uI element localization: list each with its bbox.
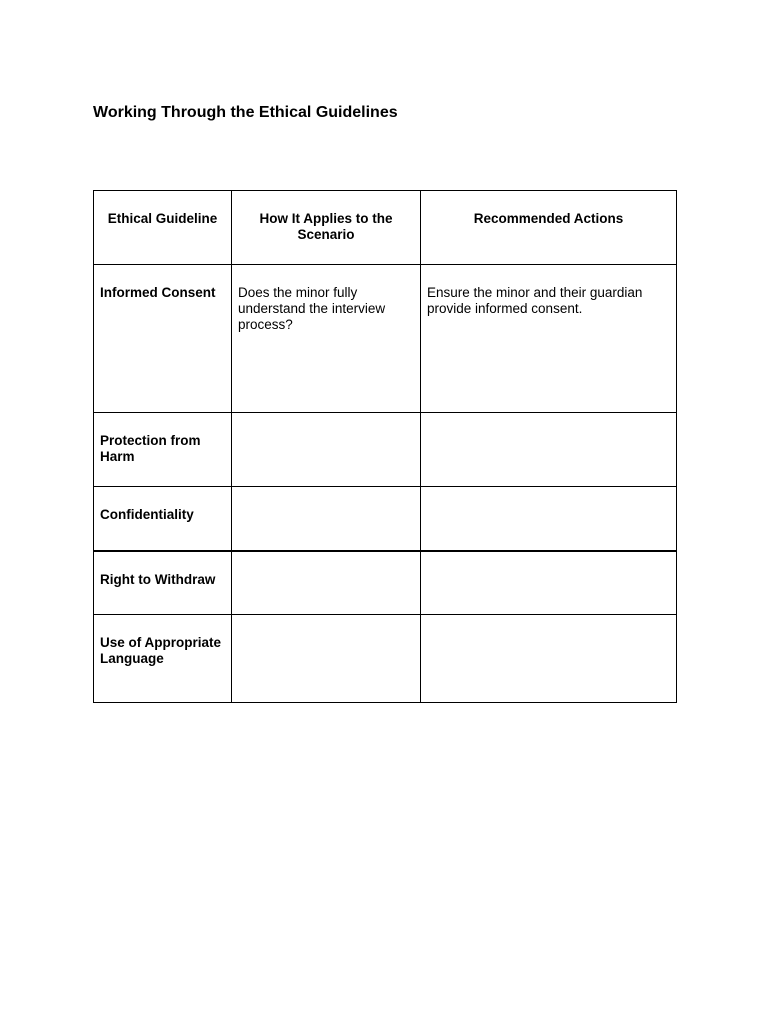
applies-cell[interactable]: [232, 551, 421, 615]
actions-cell[interactable]: Ensure the minor and their guardian provide informed consent.: [421, 265, 677, 413]
guideline-cell: Use of Appropriate Language: [94, 615, 232, 703]
guideline-cell: Right to Withdraw: [94, 551, 232, 615]
applies-cell[interactable]: [232, 487, 421, 551]
guideline-cell: Protection from Harm: [94, 413, 232, 487]
table-row: [94, 487, 677, 551]
ethical-guidelines-table: [93, 190, 677, 703]
actions-cell[interactable]: [421, 413, 677, 487]
applies-cell[interactable]: Does the minor fully understand the interview process?: [232, 265, 421, 413]
applies-cell[interactable]: [232, 615, 421, 703]
table-header-row: [94, 191, 677, 265]
table-row: [94, 615, 677, 703]
header-how-it-applies: How It Applies to the Scenario: [232, 191, 421, 265]
table-row: [94, 413, 677, 487]
table-row: [94, 265, 677, 413]
actions-cell[interactable]: [421, 487, 677, 551]
guideline-cell: Confidentiality: [94, 487, 232, 551]
header-recommended-actions: Recommended Actions: [421, 191, 677, 265]
actions-cell[interactable]: [421, 615, 677, 703]
table-row: [94, 551, 677, 615]
header-ethical-guideline: Ethical Guideline: [94, 191, 232, 265]
actions-cell[interactable]: [421, 551, 677, 615]
document-title: Working Through the Ethical Guidelines: [93, 104, 398, 121]
applies-cell[interactable]: [232, 413, 421, 487]
guideline-cell: Informed Consent: [94, 265, 232, 413]
